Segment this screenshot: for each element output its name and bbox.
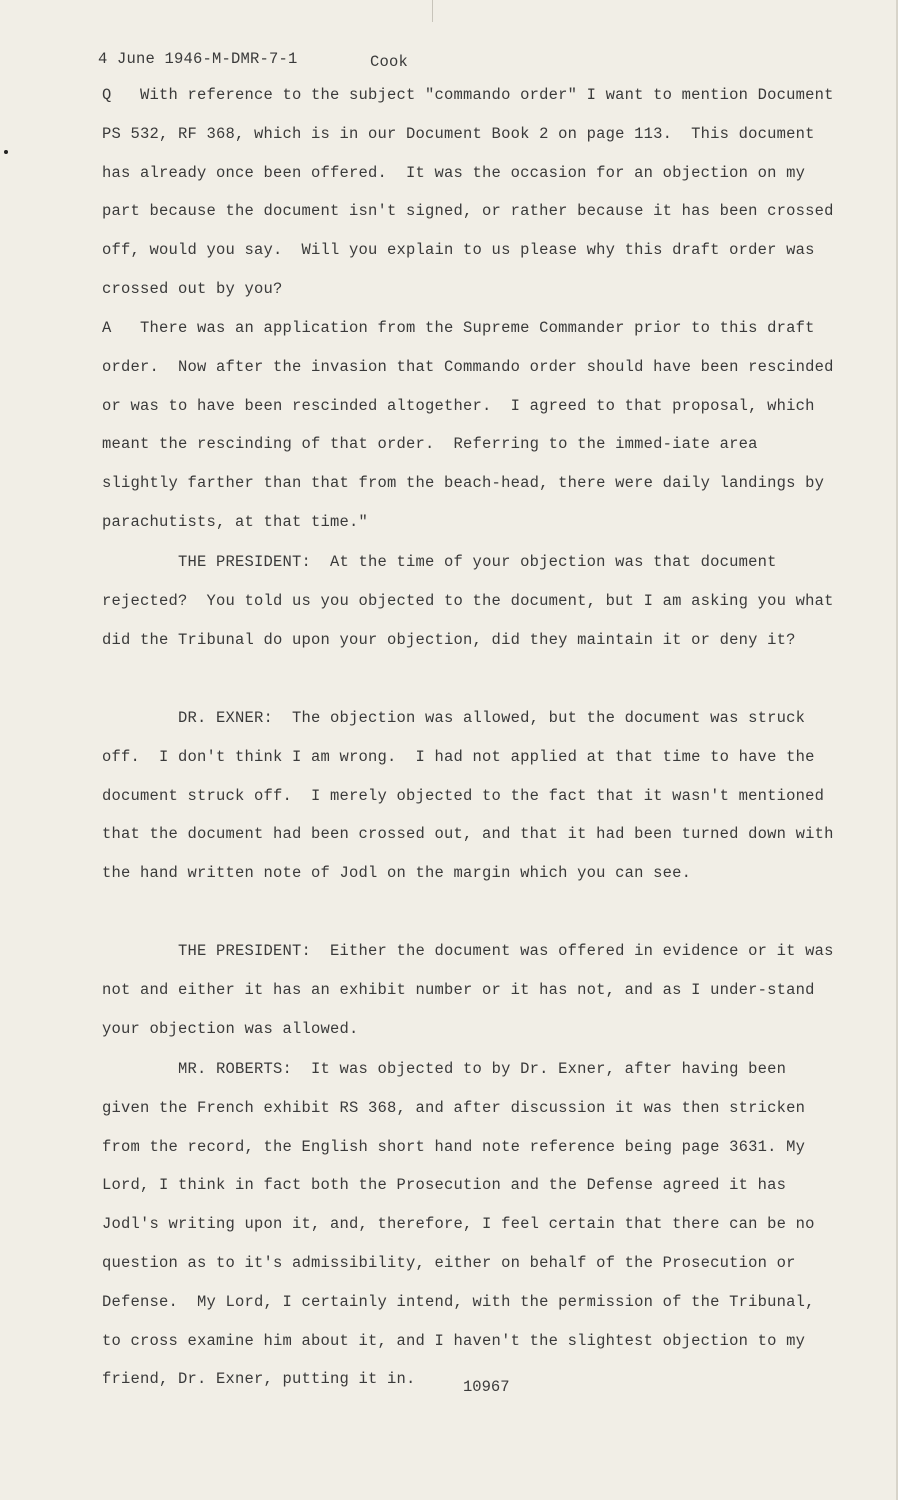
paper-crease: [432, 0, 433, 22]
reporter-name: Cook: [370, 53, 409, 71]
document-reference: 4 June 1946-M-DMR-7-1: [98, 50, 298, 68]
paragraph-exner: DR. EXNER: The objection was allowed, but the document was struck off. I don't think I am wrong. I had not applied at that time to have the document struck off. I merely objected to the fact that it wasn't mentioned that the document had been crossed out, and that it had been turned down with the hand written note of Jodl on the margin which you can see.: [102, 709, 844, 883]
paragraph-president-1: THE PRESIDENT: At the time of your objection was that document rejected? You told us you objected to the document, but I am asking you what did the Tribunal do upon your objection, did they maintain it or deny it?: [102, 553, 844, 649]
margin-dot: [4, 150, 8, 154]
paragraph-roberts: MR. ROBERTS: It was objected to by Dr. Exner, after having been given the French exhibit RS 368, and after discussion it was then stricken from the record, the English short hand note reference being page 3631. My Lord, I think in fact both the Prosecution and the Defense agreed it has Jodl's writing upon it, and, therefore, I feel certain that there can be no question as to it's admissibility, either on behalf of the Prosecution or Defense. My Lord, I certainly intend, with the permission of the Tribunal, to cross examine him about it, and I haven't the slightest objection to my friend, Dr. Exner, putting it in.: [102, 1060, 825, 1389]
paragraph-answer: A There was an application from the Supreme Commander prior to this draft order. Now after the invasion that Commando order should have been rescinded or was to have been rescinded altogether. I agreed to that proposal, which meant the rescinding of that order. Referring to the immed-iate area slightly farther than that from the beach-head, there were daily landings by parachutists, at that time.": [102, 319, 844, 531]
page-number: 10967: [463, 1378, 510, 1396]
paragraph-question: Q With reference to the subject "commando order" I want to mention Document PS 532, RF 368, which is in our Document Book 2 on page 113. This document has already once been offered. It was the occasion for an objection on my part because the document isn't signed, or rather because it has been crossed off, would you say. Will you explain to us please why this draft order was crossed out by you?: [102, 86, 844, 298]
paragraph-president-2: THE PRESIDENT: Either the document was offered in evidence or it was not and either it has an exhibit number or it has not, and as I under-stand your objection was allowed.: [102, 942, 844, 1038]
